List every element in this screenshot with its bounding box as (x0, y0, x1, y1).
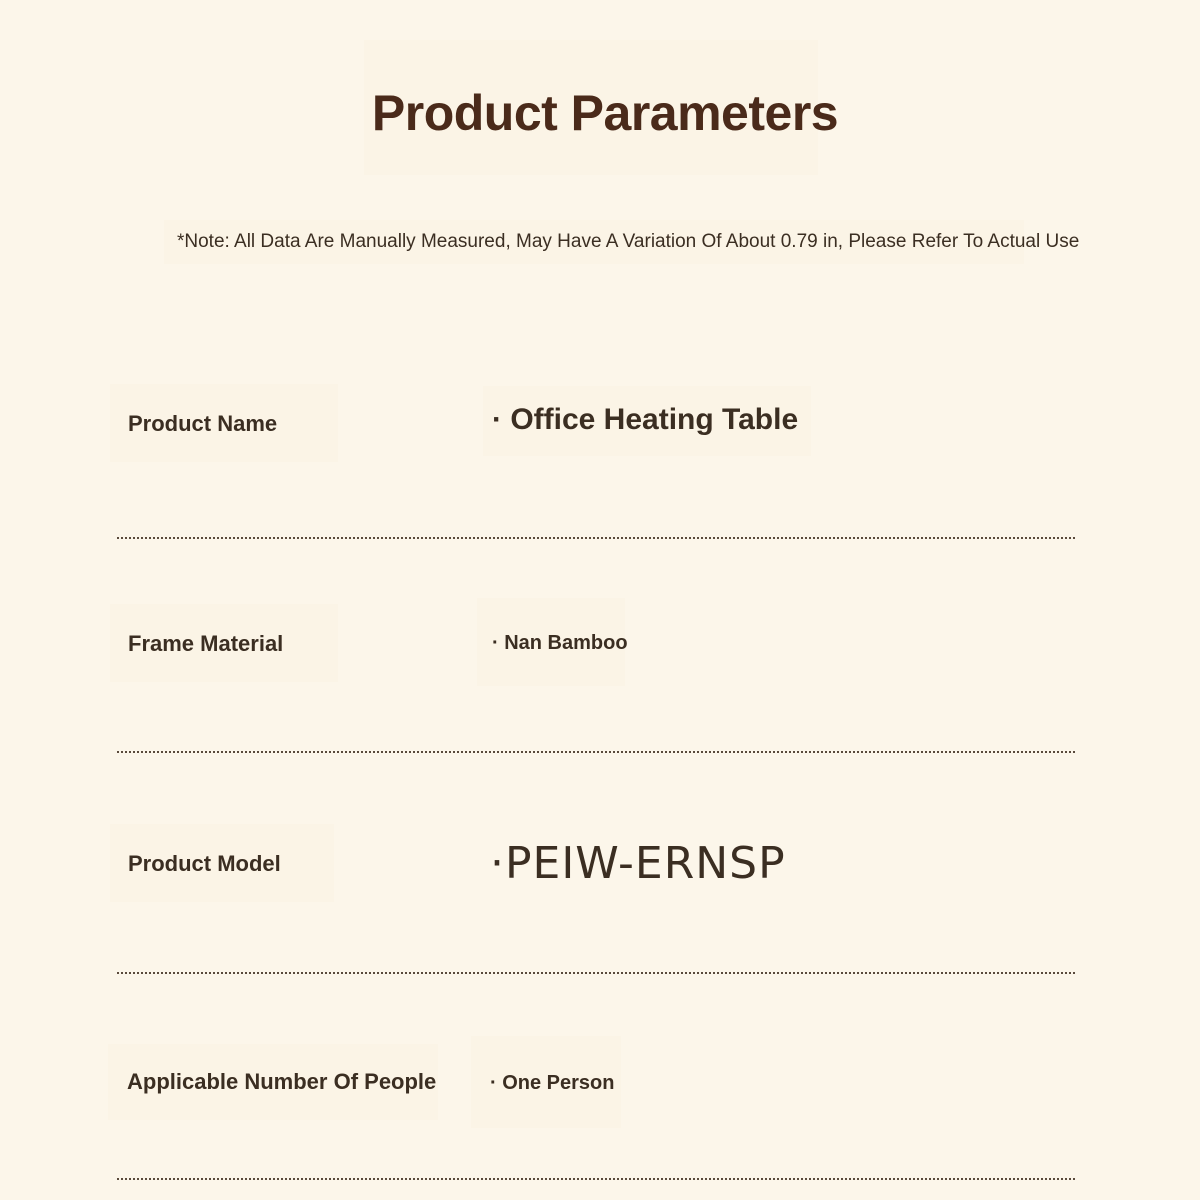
row-divider (117, 537, 1075, 539)
param-label-product-model: Product Model (128, 851, 281, 876)
param-label-product-name: Product Name (128, 411, 278, 436)
param-value-product-name: · Office Heating Table (492, 403, 799, 436)
row-divider (117, 1178, 1075, 1180)
param-value-frame-material: · Nan Bamboo (492, 632, 628, 654)
param-label-applicable-people: Applicable Number Of People (127, 1069, 437, 1094)
param-value-applicable-people: · One Person (490, 1072, 615, 1094)
page-title: Product Parameters (371, 85, 839, 141)
row-divider (117, 751, 1075, 753)
measurement-note: *Note: All Data Are Manually Measured, May Have A Variation Of About 0.79 in, Please Refer To Actual Use (177, 231, 1080, 252)
param-value-product-model: ·PEIW-ERNSP (490, 838, 786, 889)
param-label-frame-material: Frame Material (128, 631, 284, 656)
row-divider (117, 972, 1075, 974)
